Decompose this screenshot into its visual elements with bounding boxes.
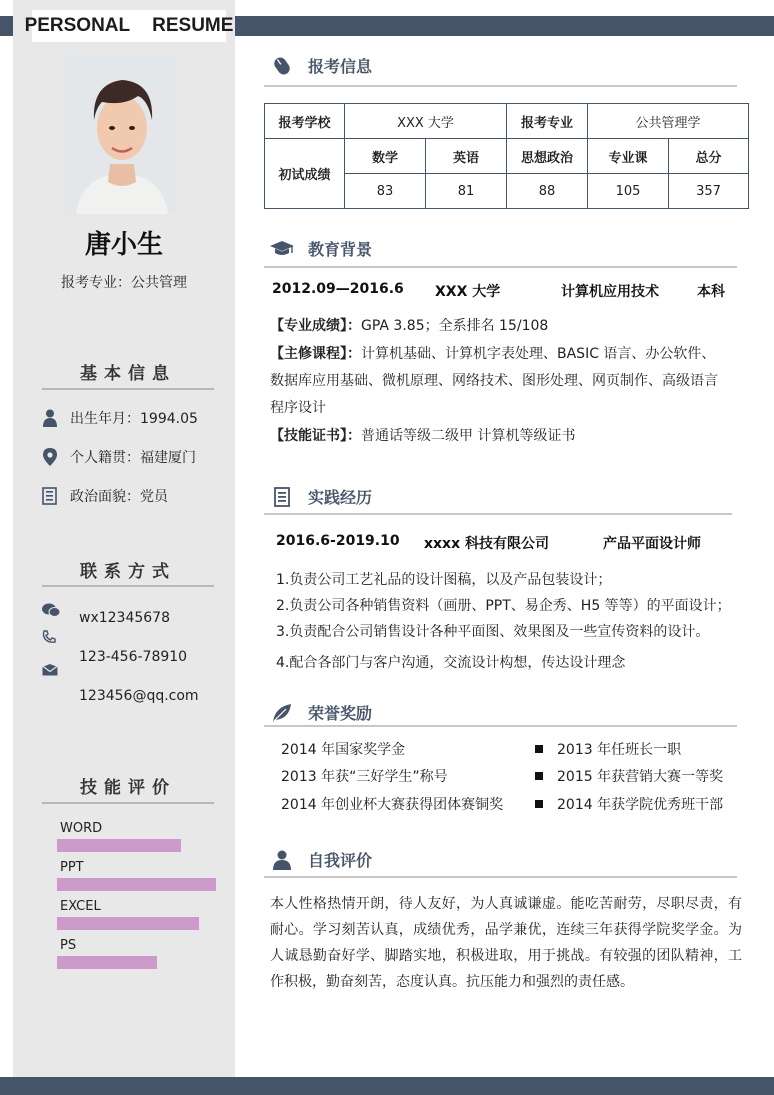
info-hometown-text: 个人籍贯：福建厦门 — [70, 450, 196, 466]
email-text: 123456@qq.com — [79, 688, 199, 704]
score-cell: 81 — [426, 174, 507, 209]
education-major: 计算机应用技术 — [561, 284, 659, 300]
education-school: XXX 大学 — [435, 284, 501, 300]
score-cell: 105 — [588, 174, 669, 209]
subject-cell: 数学 — [345, 139, 426, 174]
awards-section-title: 荣誉奖励 — [308, 704, 373, 723]
wechat-text: wx12345678 — [79, 610, 170, 626]
certs-text: 普通话等级二级甲 计算机等级证书 — [361, 428, 576, 444]
contact-divider — [42, 585, 214, 587]
award-item — [535, 794, 723, 814]
award-item — [535, 766, 723, 786]
bullet-square-icon — [535, 800, 543, 808]
practice-section-divider — [264, 513, 732, 515]
self-eval-section-divider — [264, 876, 737, 878]
practice-section-header — [270, 485, 372, 508]
skills-divider — [42, 802, 214, 804]
courses-label: 【主修课程】： — [270, 346, 361, 362]
grades-label: 【专业成绩】： — [270, 318, 361, 334]
exam-table — [264, 103, 749, 209]
avatar-icon — [66, 56, 178, 214]
award-text: 2014 年获学院优秀班干部 — [557, 797, 724, 813]
education-degree: 本科 — [697, 284, 725, 300]
subject-cell: 思想政治 — [507, 139, 588, 174]
skill-level-bar — [57, 956, 157, 969]
award-item: 2014 年创业杯大赛获得团体赛铜奖 — [281, 797, 504, 813]
education-section-header — [270, 237, 372, 260]
bullet-square-icon — [535, 745, 543, 753]
skill-level-bar — [57, 839, 181, 852]
award-item: 2013 年获“三好学生”称号 — [281, 769, 448, 785]
skill-label: PPT — [60, 860, 84, 875]
self-eval-section-title: 自我评价 — [308, 851, 373, 870]
basic-info-divider — [42, 388, 214, 390]
education-grades — [270, 315, 548, 335]
basic-info-heading: 基本信息 — [80, 364, 176, 384]
person-major: 报考专业：公共管理 — [61, 275, 187, 291]
subject-cell: 总分 — [669, 139, 749, 174]
subject-cell: 专业课 — [588, 139, 669, 174]
award-item: 2014 年国家奖学金 — [281, 742, 406, 758]
info-politics — [42, 486, 168, 506]
table-row — [265, 139, 749, 174]
person-name: 唐小生 — [84, 230, 163, 260]
skill-level-bar — [57, 917, 199, 930]
document-icon — [270, 486, 294, 508]
school-label: 报考学校 — [265, 104, 345, 139]
leaf-icon — [270, 702, 294, 724]
award-text: 2013 年任班长一职 — [557, 742, 682, 758]
person-icon — [42, 409, 58, 427]
info-birth — [42, 408, 198, 428]
score-cell: 88 — [507, 174, 588, 209]
skill-label: WORD — [60, 821, 103, 836]
exam-section-header — [270, 54, 372, 77]
graduation-cap-icon — [270, 238, 294, 260]
grades-text: GPA 3.85；全系排名 15/108 — [361, 318, 549, 334]
location-pin-icon — [42, 448, 58, 466]
education-courses-line2: 数据库应用基础、微机原理、网络技术、图形处理、网页制作、高级语言 — [270, 373, 718, 389]
mouse-icon — [270, 55, 294, 77]
mail-icon — [42, 661, 60, 675]
score-label: 初试成绩 — [265, 139, 345, 209]
practice-duty: 2.负责公司各种销售资料（画册、PPT、易企秀、H5 等等）的平面设计； — [276, 598, 731, 614]
award-text: 2015 年获营销大赛一等奖 — [557, 769, 724, 785]
resume-title — [24, 10, 234, 42]
courses-text-1: 计算机基础、计算机字表处理、BASIC 语言、办公软件、 — [361, 346, 716, 362]
education-courses-line1 — [270, 343, 715, 363]
subject-cell: 英语 — [426, 139, 507, 174]
resume-title-word1: PERSONAL — [24, 15, 131, 36]
bullet-square-icon — [535, 772, 543, 780]
practice-position: 产品平面设计师 — [603, 536, 701, 552]
awards-section-divider — [264, 725, 737, 727]
major-label: 报考专业 — [507, 104, 588, 139]
education-courses-line3: 程序设计 — [270, 400, 326, 416]
practice-duty: 3.负责配合公司销售设计各种平面图、效果图及一些宣传资料的设计。 — [276, 624, 710, 640]
education-section-divider — [264, 266, 737, 268]
info-hometown — [42, 447, 196, 467]
practice-company: xxxx 科技有限公司 — [424, 536, 549, 552]
exam-section-divider — [264, 85, 737, 87]
exam-section-title: 报考信息 — [308, 57, 373, 76]
skill-label: PS — [60, 938, 77, 953]
resume-title-word2: RESUME — [152, 15, 234, 36]
certs-label: 【技能证书】： — [270, 428, 361, 444]
score-cell: 357 — [669, 174, 749, 209]
self-eval-text: 本人性格热情开朗，待人友好，为人真诚谦虚。能吃苦耐劳，尽职尽责，有耐心。学习刻苦认真，成绩优秀，品学兼优，连续三年获得学院奖学金。为人诚恳勤奋好学、脚踏实地，积极进取，用于挑战。有较强的团队精神，工作积极，勤奋刻苦，态度认真。抗压能力和强烈的责任感。 — [270, 896, 742, 990]
self-eval-section-header — [270, 848, 372, 871]
skills-heading: 技能评价 — [80, 778, 176, 798]
education-certs — [270, 425, 575, 445]
profile-photo — [66, 56, 178, 214]
score-cell: 83 — [345, 174, 426, 209]
person-icon — [270, 849, 294, 871]
info-birth-text: 出生年月：1994.05 — [70, 411, 198, 427]
practice-period: 2016.6-2019.10 — [276, 533, 400, 549]
phone-icon — [42, 629, 60, 643]
table-row — [265, 104, 749, 139]
info-politics-text: 政治面貌：党员 — [70, 489, 168, 505]
education-section-title: 教育背景 — [308, 240, 373, 259]
skill-label: EXCEL — [60, 899, 101, 914]
phone-text: 123-456-78910 — [79, 649, 188, 665]
skill-level-bar — [57, 878, 216, 891]
practice-duty: 1.负责公司工艺礼品的设计图稿，以及产品包装设计； — [276, 572, 612, 588]
practice-section-title: 实践经历 — [308, 488, 373, 507]
major-value: 公共管理学 — [588, 104, 749, 139]
awards-section-header — [270, 701, 372, 724]
practice-duty: 4.配合各部门与客户沟通，交流设计构想，传达设计理念 — [276, 655, 626, 671]
document-icon — [42, 487, 58, 505]
contact-heading: 联系方式 — [80, 562, 176, 582]
wechat-icon — [42, 602, 60, 616]
footer-bar — [0, 1077, 774, 1095]
school-value: XXX 大学 — [345, 104, 507, 139]
award-item — [535, 739, 681, 759]
education-period: 2012.09—2016.6 — [272, 281, 404, 297]
